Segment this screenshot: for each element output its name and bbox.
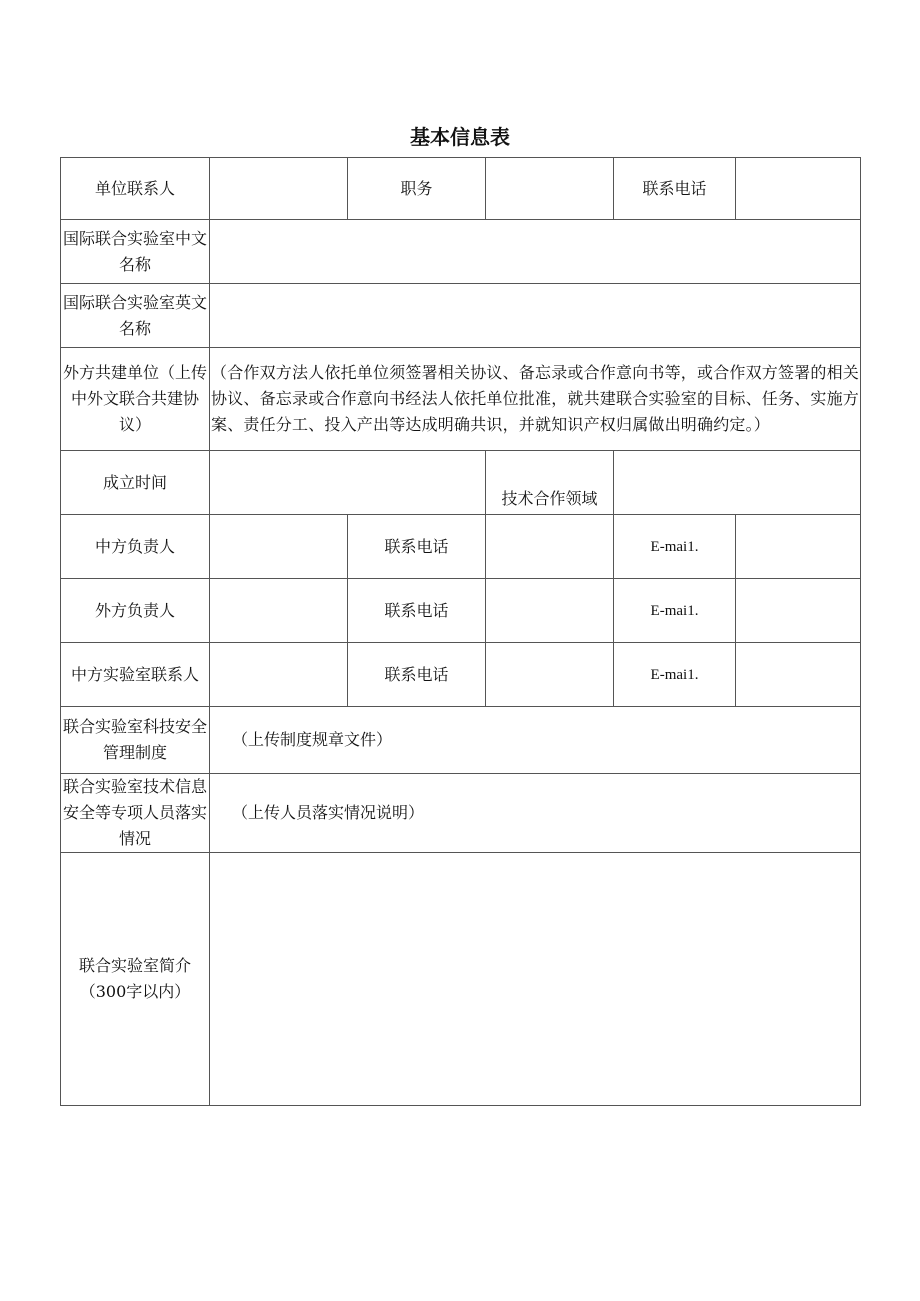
label-foreign-leader-phone: 联系电话 — [348, 579, 486, 643]
label-foreign-leader: 外方负责人 — [61, 579, 210, 643]
label-cn-leader: 中方负责人 — [61, 515, 210, 579]
row-staff — [61, 774, 861, 853]
label-safety-mgmt: 联合实验室科技安全管理制度 — [61, 707, 210, 774]
row-unit-contact — [61, 158, 861, 220]
field-phone[interactable] — [736, 158, 861, 220]
label-cn-lab-contact-phone: 联系电话 — [348, 643, 486, 707]
field-intro[interactable] — [210, 853, 861, 1106]
field-foreign-leader-email[interactable] — [736, 579, 861, 643]
field-en-name[interactable] — [210, 284, 861, 348]
field-foreign-leader-phone[interactable] — [486, 579, 614, 643]
label-cn-leader-phone: 联系电话 — [348, 515, 486, 579]
row-cn-lab-contact — [61, 643, 861, 707]
field-cn-leader[interactable] — [210, 515, 348, 579]
field-foreign-leader[interactable] — [210, 579, 348, 643]
field-cn-lab-contact-email[interactable] — [736, 643, 861, 707]
row-cn-leader — [61, 515, 861, 579]
row-established — [61, 451, 861, 515]
field-cn-leader-email[interactable] — [736, 515, 861, 579]
field-tech-field[interactable] — [614, 451, 861, 515]
label-cn-leader-email: E-mai1. — [614, 515, 736, 579]
field-cn-lab-contact[interactable] — [210, 643, 348, 707]
field-unit-contact[interactable] — [210, 158, 348, 220]
label-tech-field: 技术合作领域 — [486, 451, 614, 515]
row-en-name — [61, 284, 861, 348]
staff-note[interactable]: （上传人员落实情况说明） — [210, 774, 861, 853]
field-cn-name[interactable] — [210, 220, 861, 284]
row-foreign-leader — [61, 579, 861, 643]
label-phone: 联系电话 — [614, 158, 736, 220]
foreign-unit-note[interactable]: （合作双方法人依托单位须签署相关协议、备忘录或合作意向书等，或合作双方签署的相关协议、备忘录或合作意向书经法人依托单位批准，就共建联合实验室的目标、任务、实施方案、责任分工、投入产出等达成明确共识，并就知识产权归属做出明确约定。） — [210, 348, 861, 451]
safety-mgmt-note[interactable]: （上传制度规章文件） — [210, 707, 861, 774]
row-intro — [61, 853, 861, 1106]
field-position[interactable] — [486, 158, 614, 220]
field-established[interactable] — [210, 451, 486, 515]
label-cn-name: 国际联合实验室中文名称 — [61, 220, 210, 284]
label-cn-lab-contact-email: E-mai1. — [614, 643, 736, 707]
label-staff: 联合实验室技术信息安全等专项人员落实情况 — [61, 774, 210, 853]
label-cn-lab-contact: 中方实验室联系人 — [61, 643, 210, 707]
label-en-name: 国际联合实验室英文名称 — [61, 284, 210, 348]
label-foreign-leader-email: E-mai1. — [614, 579, 736, 643]
label-unit-contact: 单位联系人 — [61, 158, 210, 220]
field-cn-leader-phone[interactable] — [486, 515, 614, 579]
label-established: 成立时间 — [61, 451, 210, 515]
row-cn-name — [61, 220, 861, 284]
label-foreign-unit: 外方共建单位（上传中外文联合共建协议） — [61, 348, 210, 451]
row-safety-mgmt — [61, 707, 861, 774]
label-position: 职务 — [348, 158, 486, 220]
label-intro: 联合实验室简介（300字以内） — [61, 853, 210, 1106]
row-foreign-unit — [61, 348, 861, 451]
basic-info-table — [60, 157, 861, 1106]
field-cn-lab-contact-phone[interactable] — [486, 643, 614, 707]
form-title: 基本信息表 — [410, 125, 510, 149]
